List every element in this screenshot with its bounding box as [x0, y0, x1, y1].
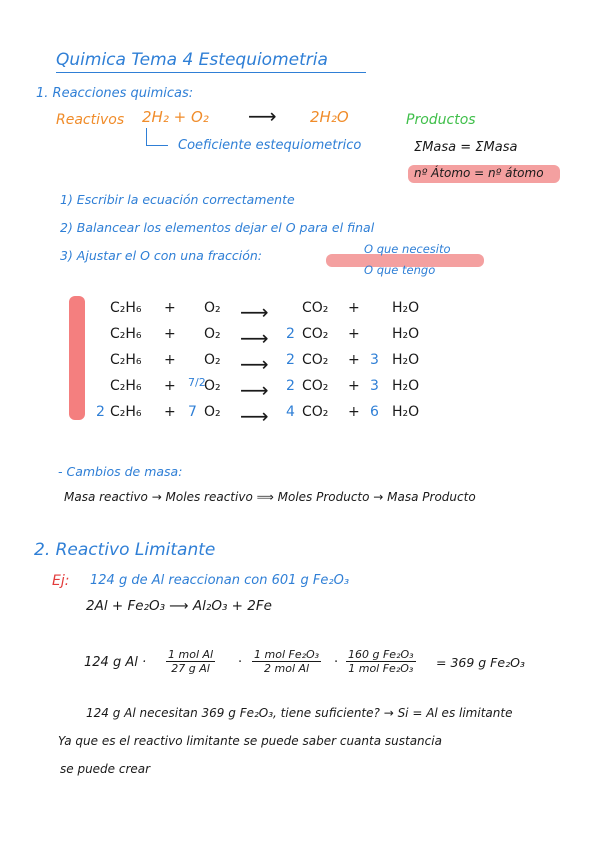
- balance-r2: O₂: [204, 378, 221, 394]
- balance-c2: 7: [188, 404, 197, 420]
- balance-p2: H₂O: [392, 326, 420, 342]
- balance-p1: CO₂: [302, 326, 329, 342]
- balance-r1: C₂H₆: [110, 326, 142, 342]
- balance-p1: CO₂: [302, 404, 329, 420]
- balance-c3: 2: [286, 378, 295, 394]
- balance-pplus-1: +: [164, 404, 176, 420]
- balance-p2: H₂O: [392, 378, 420, 394]
- factor-3-den: 1 mol Fe₂O₃: [348, 662, 414, 675]
- coef-note: Coeficiente estequiometrico: [178, 138, 362, 153]
- step-1: 1) Escribir la ecuación correctamente: [60, 192, 295, 207]
- section1-heading: 1. Reacciones quimicas:: [36, 86, 194, 101]
- factor-3: [346, 648, 416, 675]
- balance-p2: H₂O: [392, 352, 420, 368]
- fraction-denominator: O que tengo: [364, 263, 436, 277]
- balance-r2: O₂: [204, 300, 221, 316]
- balance-c2: 7/2: [188, 376, 206, 389]
- step-2: 2) Balancear los elementos dejar el O para el final: [60, 220, 375, 235]
- balance-arr: ⟶: [240, 378, 269, 402]
- factor-2-num: 1 mol Fe₂O₃: [254, 648, 320, 661]
- balance-pplus-2: +: [348, 352, 360, 368]
- factor-1: [166, 648, 215, 675]
- balance-c4: 3: [370, 378, 379, 394]
- example-text: 124 g de Al reaccionan con 601 g Fe₂O₃: [90, 573, 350, 588]
- equation-arrow: ⟶: [248, 104, 277, 128]
- factor-2: [252, 648, 321, 675]
- mass-change-chain: Masa reactivo → Moles reactivo ⟹ Moles Producto → Masa Producto: [64, 490, 476, 504]
- balance-r1: C₂H₆: [110, 378, 142, 394]
- balance-pplus-2: +: [348, 326, 360, 342]
- balance-r2: O₂: [204, 326, 221, 342]
- step-3: 3) Ajustar el O con una fracción:: [60, 248, 262, 263]
- title-underline: [56, 72, 366, 73]
- factor-2-den: 2 mol Al: [264, 662, 310, 675]
- balance-pplus-1: +: [164, 378, 176, 394]
- balance-c1: 2: [96, 404, 105, 420]
- balance-p2: H₂O: [392, 300, 420, 316]
- balance-r1: C₂H₆: [110, 300, 142, 316]
- balance-p1: CO₂: [302, 378, 329, 394]
- calc-result: = 369 g Fe₂O₃: [436, 655, 525, 670]
- balance-arr: ⟶: [240, 352, 269, 376]
- atom-rule: nº Átomo = nº átomo: [414, 166, 544, 180]
- conclusion-line-2: Ya que es el reactivo limitante se puede saber cuanta sustancia: [58, 734, 442, 748]
- equation-left: 2H₂ + O₂: [142, 108, 209, 126]
- productos-label: Productos: [406, 112, 476, 128]
- factor-1-den: 27 g Al: [171, 662, 210, 675]
- balance-p1: CO₂: [302, 300, 329, 316]
- balance-pplus-1: +: [164, 352, 176, 368]
- balance-pplus-2: +: [348, 404, 360, 420]
- balance-r1: C₂H₆: [110, 404, 142, 420]
- mass-rule: ΣMasa = ΣMasa: [414, 140, 518, 155]
- balance-arr: ⟶: [240, 326, 269, 350]
- section2-heading: 2. Reactivo Limitante: [34, 540, 216, 560]
- balance-r2: O₂: [204, 352, 221, 368]
- balance-r2: O₂: [204, 404, 221, 420]
- balance-pplus-2: +: [348, 378, 360, 394]
- conclusion-line-3: se puede crear: [60, 762, 151, 776]
- page-title: Quimica Tema 4 Estequiometria: [56, 50, 328, 70]
- balance-p1: CO₂: [302, 352, 329, 368]
- example-label: Ej:: [52, 573, 70, 589]
- balance-c3: 2: [286, 352, 295, 368]
- balance-p2: H₂O: [392, 404, 420, 420]
- balance-arr: ⟶: [240, 404, 269, 428]
- coef-bracket-horizontal: [146, 145, 168, 146]
- balance-r1: C₂H₆: [110, 352, 142, 368]
- limiting-reaction: 2Al + Fe₂O₃ ⟶ Al₂O₃ + 2Fe: [86, 598, 272, 614]
- coef-bracket-vertical: [146, 128, 147, 146]
- reactivos-label: Reactivos: [56, 112, 125, 128]
- calc-start: 124 g Al ·: [84, 655, 147, 670]
- balance-pplus-1: +: [164, 326, 176, 342]
- mass-change-heading: - Cambios de masa:: [58, 464, 183, 479]
- dot-1: ·: [238, 655, 243, 670]
- balance-pplus-2: +: [348, 300, 360, 316]
- balancing-highlight-bar: [69, 296, 85, 420]
- balance-arr: ⟶: [240, 300, 269, 324]
- equation-right: 2H₂O: [310, 108, 349, 126]
- factor-3-num: 160 g Fe₂O₃: [348, 648, 414, 661]
- conclusion-line-1: 124 g Al necesitan 369 g Fe₂O₃, tiene suficiente? → Si = Al es limitante: [86, 706, 513, 720]
- balance-c3: 2: [286, 326, 295, 342]
- factor-1-num: 1 mol Al: [168, 648, 214, 661]
- balance-c4: 3: [370, 352, 379, 368]
- fraction-numerator: O que necesito: [364, 242, 451, 256]
- balance-c3: 4: [286, 404, 295, 420]
- balance-pplus-1: +: [164, 300, 176, 316]
- balance-c4: 6: [370, 404, 379, 420]
- dot-2: ·: [334, 655, 339, 670]
